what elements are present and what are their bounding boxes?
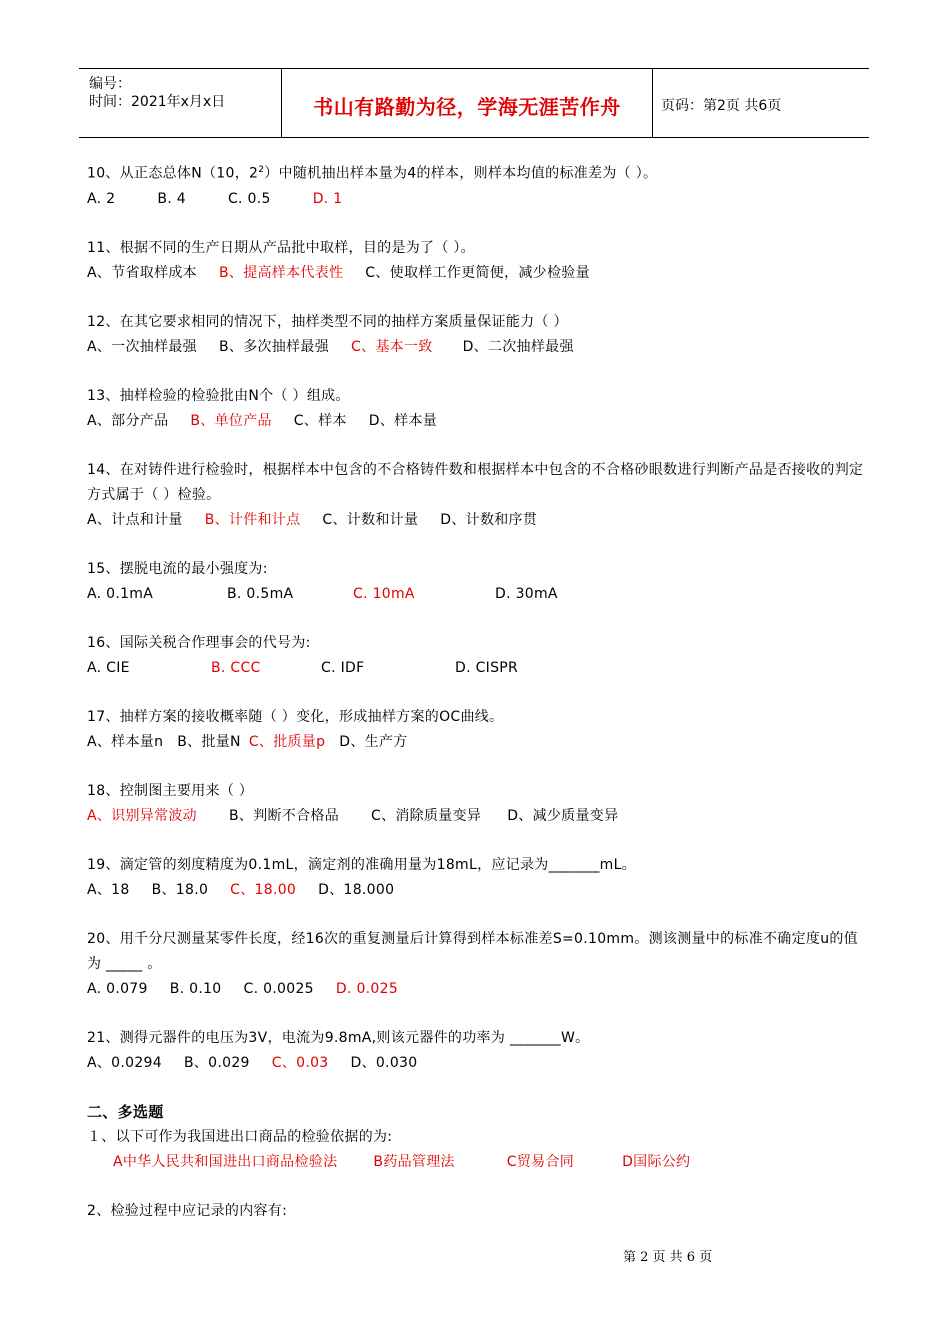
- option-b: B、18.0: [151, 881, 209, 898]
- question-stem: 11、根据不同的生产日期从产品批中取样，目的是为了（ ）。: [87, 239, 475, 256]
- option-list: [87, 335, 867, 360]
- option-list: [87, 187, 867, 212]
- question-12: [87, 310, 867, 360]
- option-d-answer: D. 0.025: [335, 980, 399, 997]
- option-list: [87, 582, 867, 607]
- option-d: D、18.000: [318, 881, 395, 898]
- option-list: [87, 508, 867, 533]
- option-d: D. CISPR: [455, 659, 519, 676]
- question-stem: 19、滴定管的刻度精度为0.1mL，滴定剂的准确用量为18mL，应记录为_______mL。: [87, 856, 637, 873]
- option-list: [87, 804, 867, 829]
- header-page-label: 页码：第2页 共6页: [661, 98, 782, 114]
- page-footer: 第 2 页 共 6 页: [623, 1250, 713, 1265]
- option-d: D、样本量: [368, 412, 438, 429]
- question-13: [87, 384, 867, 434]
- header-motto-cell: [282, 69, 653, 137]
- motto: 书山有路勤为径，学海无涯苦作舟: [313, 95, 621, 119]
- option-a: A. 0.079: [87, 980, 148, 997]
- mc-question-1-options: [87, 1150, 867, 1175]
- option-c: C. 0.5: [227, 190, 271, 207]
- option-a-answer: A中华人民共和国进出口商品检验法: [113, 1153, 338, 1170]
- question-10: [87, 158, 867, 212]
- option-c: C、计数和计量: [322, 511, 419, 528]
- option-a: A. 0.1mA: [87, 585, 154, 602]
- option-d: D、计数和序贯: [440, 511, 538, 528]
- option-c-answer: C、批质量p: [248, 733, 326, 750]
- question-content: [87, 158, 867, 1224]
- option-b-answer: B、提高样本代表性: [218, 264, 344, 281]
- option-a: A. 2: [87, 190, 116, 207]
- option-b-answer: B. CCC: [211, 659, 261, 676]
- question-stem: 17、抽样方案的接收概率随（ ）变化，形成抽样方案的OC曲线。: [87, 708, 504, 725]
- option-list: [87, 1051, 867, 1076]
- header-page-cell: [653, 69, 869, 137]
- option-b: B. 0.10: [169, 980, 222, 997]
- question-21: [87, 1026, 867, 1076]
- question-16: [87, 631, 867, 681]
- option-c: C、样本: [293, 412, 347, 429]
- question-stem: 14、在对铸件进行检验时，根据样本中包含的不合格铸件数和根据样本中包含的不合格砂眼数进行判断产品是否接收的判定方式属于（ ）检验。: [87, 461, 864, 503]
- option-c-answer: C、基本一致: [351, 338, 433, 355]
- option-c-answer: C. 10mA: [353, 585, 415, 602]
- mc-question-1-stem: １、以下可作为我国进出口商品的检验依据的为:: [87, 1128, 393, 1145]
- option-b: B. 4: [157, 190, 186, 207]
- option-c-answer: C贸易合同: [506, 1153, 575, 1170]
- option-a: A. CIE: [87, 659, 130, 676]
- option-list: [87, 261, 867, 286]
- question-stem: 18、控制图主要用来（ ）: [87, 782, 254, 799]
- option-b: B. 0.5mA: [227, 585, 294, 602]
- option-d: D. 30mA: [495, 585, 558, 602]
- question-stem: 13、抽样检验的检验批由N个（ ）组成。: [87, 387, 350, 404]
- option-b: B、批量N: [177, 733, 241, 750]
- question-stem: 10、从正态总体N（10，$2^2$）中随机抽出样本量为4的样本，则样本均值的标准差为（ ）。: [87, 165, 658, 182]
- question-stem: 16、国际关税合作理事会的代号为:: [87, 634, 311, 651]
- section-title: 二、多选题: [87, 1102, 164, 1121]
- option-b-answer: B、计件和计点: [204, 511, 301, 528]
- option-list: [87, 409, 867, 434]
- option-a: A、18: [87, 881, 130, 898]
- option-b: B、多次抽样最强: [218, 338, 329, 355]
- header-info-cell: [79, 69, 282, 137]
- question-14: [87, 458, 867, 533]
- option-b: B、判断不合格品: [228, 807, 339, 824]
- question-17: [87, 705, 867, 755]
- option-d: D、减少质量变异: [507, 807, 619, 824]
- option-d: D、生产方: [339, 733, 408, 750]
- question-stem: 20、用千分尺测量某零件长度，经16次的重复测量后计算得到样本标准差S=0.10mm。测该测量中的标准不确定度u的值为 _____ 。: [87, 930, 858, 972]
- option-c-answer: C、0.03: [271, 1054, 329, 1071]
- option-list: [87, 878, 867, 903]
- option-a: A、一次抽样最强: [87, 338, 197, 355]
- question-stem: 12、在其它要求相同的情况下，抽样类型不同的抽样方案质量保证能力（ ）: [87, 313, 568, 330]
- code-label: 编号：: [89, 76, 131, 92]
- option-list: [87, 656, 867, 681]
- option-a: A、计点和计量: [87, 511, 183, 528]
- section-multiple-choice: [87, 1100, 867, 1224]
- option-a: A、0.0294: [87, 1054, 162, 1071]
- option-c: C. 0.0025: [243, 980, 314, 997]
- time-label: 时间：2021年x月x日: [89, 94, 226, 110]
- question-stem: 15、摆脱电流的最小强度为:: [87, 560, 268, 577]
- option-b-answer: B药品管理法: [373, 1153, 455, 1170]
- option-d: D、二次抽样最强: [462, 338, 574, 355]
- option-a: A、节省取样成本: [87, 264, 197, 281]
- option-d: D、0.030: [350, 1054, 418, 1071]
- question-11: [87, 236, 867, 286]
- question-20: [87, 927, 867, 1002]
- option-a-answer: A、识别异常波动: [87, 807, 197, 824]
- option-list: [87, 730, 867, 755]
- question-15: [87, 557, 867, 607]
- option-d-answer: D国际公约: [622, 1153, 691, 1170]
- page-header: [79, 68, 869, 138]
- option-d-answer: D. 1: [312, 190, 343, 207]
- mc-question-2-stem: 2、检验过程中应记录的内容有:: [87, 1202, 288, 1219]
- question-18: [87, 779, 867, 829]
- question-stem: 21、测得元器件的电压为3V，电流为9.8mA,则该元器件的功率为 _______W。: [87, 1029, 590, 1046]
- option-a: A、样本量n: [87, 733, 164, 750]
- option-c: C、消除质量变异: [371, 807, 482, 824]
- option-a: A、部分产品: [87, 412, 169, 429]
- option-b: B、0.029: [183, 1054, 250, 1071]
- option-c-answer: C、18.00: [230, 881, 297, 898]
- question-19: [87, 853, 867, 903]
- option-b-answer: B、单位产品: [190, 412, 272, 429]
- option-c: C. IDF: [321, 659, 365, 676]
- option-c: C、使取样工作更简便，减少检验量: [365, 264, 590, 281]
- option-list: [87, 977, 867, 1002]
